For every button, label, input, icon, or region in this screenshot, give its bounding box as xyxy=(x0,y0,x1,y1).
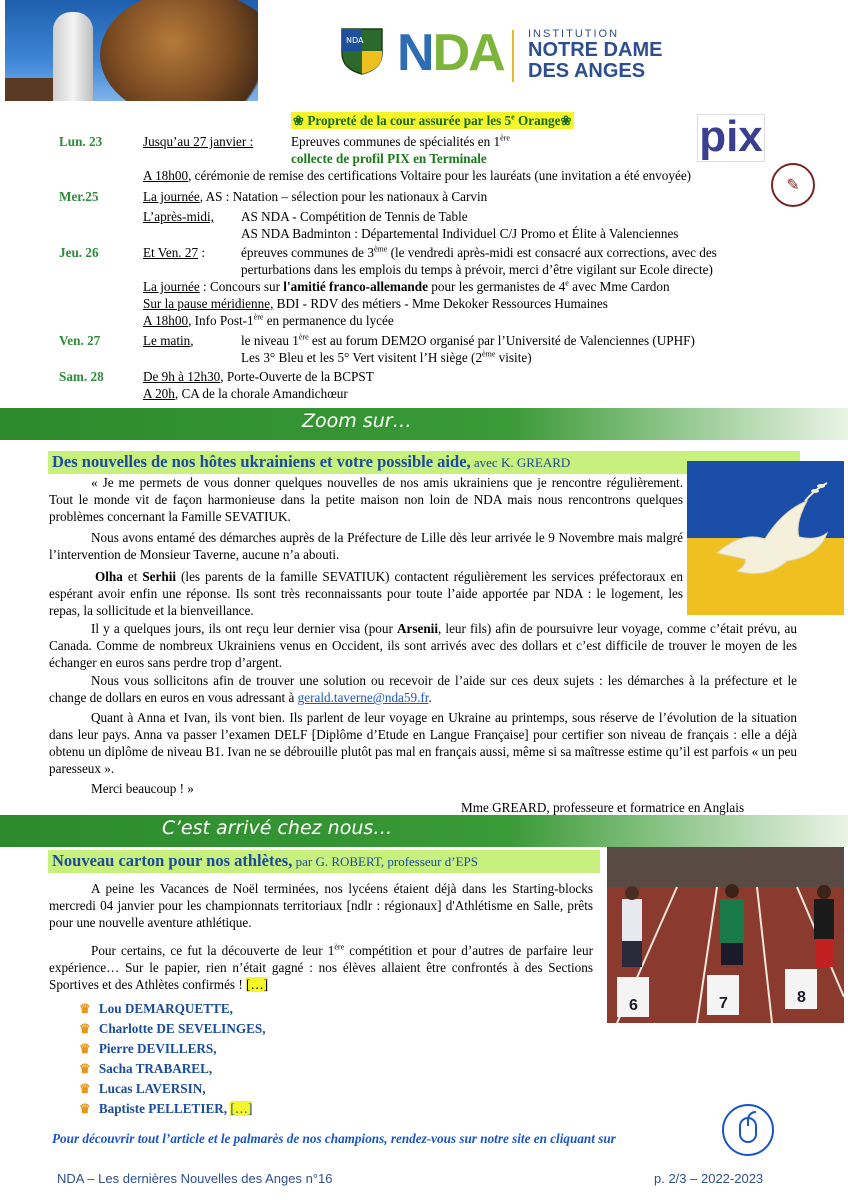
agenda-entry: Et Ven. 27 : xyxy=(143,245,206,260)
day-label: Ven. 27 xyxy=(59,333,101,348)
athlete-list-item: ♛ Lou DEMARQUETTE, xyxy=(79,1001,233,1016)
paragraph: A peine les Vacances de Noël terminées, nos lycéens étaient déjà dans les Starting-blocks mercredi 04 janvier pour les championnats territoriaux [ndlr : régionaux] d'Athlétisme en Salle, prêts pour une nouvelle aventure athlétique. xyxy=(49,881,593,930)
more-link[interactable]: […] xyxy=(230,1101,253,1116)
header-photo-statue xyxy=(5,0,258,101)
signature: Mme GREARD, professeure et formatrice en Anglais xyxy=(461,800,745,815)
paragraph: Olha et Serhii (les parents de la famille SEVATIUK) contactent régulièrement les services préfectoraux en espérant avoir enfin une réponse. Ils sont très reconnaissants pour toute l’aide apportée par NDA : le logement, les repas, la sollicitude et la bienveillance. xyxy=(49,569,683,618)
lane-number: 8 xyxy=(797,989,806,1006)
athlete-list-item: ♛ Sacha TRABAREL, xyxy=(79,1061,213,1076)
crown-icon: ♛ xyxy=(79,1001,91,1016)
agenda-entry: le niveau 1ère est au forum DEM2O organisé par l’Université de Valenciennes (UPHF) xyxy=(241,332,695,348)
logo-separator xyxy=(512,30,514,82)
paragraph: Pour certains, ce fut la découverte de leur 1ère compétition et pour d’autres de parfaire leur expérience… Sur le papier, rien n’était gagné : nos élèves allaient être confrontés à des Sections Sportives et des Athlètes confirmés ! […] xyxy=(49,942,593,992)
day-label: Sam. 28 xyxy=(59,369,104,384)
email-link[interactable]: gerald.taverne@nda59.fr xyxy=(297,690,429,705)
athlete-figure xyxy=(622,886,642,967)
agenda-entry: De 9h à 12h30, Porte-Ouverte de la BCPST xyxy=(143,369,374,384)
crown-icon: ♛ xyxy=(79,1101,91,1116)
agenda-entry: A 20h, CA de la chorale Amandichœur xyxy=(143,386,348,401)
mouse-click-icon[interactable] xyxy=(722,1104,774,1156)
paragraph: « Je me permets de vous donner quelques nouvelles de nos amis ukrainiens que je rencontre régulièrement. Tout le monde vit de façon harmonieuse dans la petite maison non loin de NDA mais nous rencontrons quelques problèmes concernant la Famille SEVATIUK. xyxy=(49,475,683,524)
paragraph: Nous avons entamé des démarches auprès de la Préfecture de Lille dès leur arrivée le 9 Novembre mais malgré l’intervention de Monsieur Taverne, aucune n’a abouti. xyxy=(49,530,683,562)
crown-icon: ♛ xyxy=(79,1061,91,1076)
paragraph: Il y a quelques jours, ils ont reçu leur dernier visa (pour Arsenii, leur fils) afin de poursuivre leur voyage, comme c’était prévu, au Canada. Comme de nombreux Ukrainiens venus en Occident, ils sont arrivés avec des dollars et c’est difficile de trouver le moyen de les échanger en euros sans perdre trop d’argent. xyxy=(49,621,797,670)
footer-left: NDA – Les dernières Nouvelles des Anges n°16 xyxy=(57,1171,333,1186)
weekly-banner: ❀ Propreté de la cour assurée par les 5e Orange❀ xyxy=(293,112,572,128)
lane-number: 6 xyxy=(629,997,638,1014)
agenda-entry: A 18h00, cérémonie de remise des certifications Voltaire pour les lauréats (une invitation a été envoyée) xyxy=(143,168,692,183)
agenda-entry: Les 3° Bleu et les 5° Vert visitent l’H siège (2ème visite) xyxy=(241,349,532,365)
agenda-entry: L’après-midi, xyxy=(143,209,214,224)
agenda-entry: épreuves communes de 3ème (le vendredi après-midi est consacré aux corrections, avec des xyxy=(241,244,717,260)
paragraph: Quant à Anna et Ivan, ils vont bien. Ils parlent de leur voyage en Ukraine au printemps, sous réserve de l’évolution de la situation dans leur pays. Anna va passer l’examen DELF [Diplôme d’Etude en Langue Française] pour certifier son niveau de français : elle a déjà obtenu un diplôme de niveau B1. Ivan ne se débrouille plutôt pas mal en français aussi, même si sa maîtresse estime qu’il est parfois « un peu paresseux ». xyxy=(49,710,797,776)
lane-number: 7 xyxy=(719,995,728,1012)
agenda-entry: Jusqu’au 27 janvier : xyxy=(143,134,254,149)
agenda-entry: perturbations dans les emplois du temps à prévoir, merci d’être vigilant sur Ecole directe) xyxy=(241,262,713,277)
crown-icon: ♛ xyxy=(79,1041,91,1056)
athlete-figure xyxy=(814,885,834,967)
agenda-entry: AS NDA - Compétition de Tennis de Table xyxy=(241,209,468,224)
athlete-list-item: ♛ Charlotte DE SEVELINGES, xyxy=(79,1021,266,1036)
school-crest-icon xyxy=(340,27,384,75)
ukraine-dove-image xyxy=(687,461,844,615)
paragraph: Nous vous sollicitons afin de trouver une solution ou recevoir de l’aide sur ces deux sujets : les démarches à la préfecture et le change de dollars en euros en vous adressant à gerald.taverne@nda59.fr. xyxy=(49,673,797,705)
crown-icon: ♛ xyxy=(79,1081,91,1096)
athlete-list-item: ♛ Baptiste PELLETIER, […] xyxy=(79,1101,253,1116)
voltaire-certification-icon: ✎ xyxy=(771,163,815,207)
section-bar-arrive xyxy=(0,815,848,847)
athlete-figure xyxy=(720,884,744,965)
article-headline: Nouveau carton pour nos athlètes, par G. ROBERT, professeur d’EPS xyxy=(48,850,600,873)
agenda-entry: Le matin, xyxy=(143,333,194,348)
athlete-list-item: ♛ Lucas LAVERSIN, xyxy=(79,1081,206,1096)
agenda-entry: La journée, AS : Natation – sélection pour les nationaux à Carvin xyxy=(143,189,488,204)
section-bar-zoom xyxy=(0,408,848,440)
day-label: Jeu. 26 xyxy=(59,245,99,260)
agenda-entry: A 18h00, Info Post-1ère en permanence du lycée xyxy=(143,312,394,328)
section-title: Zoom sur… xyxy=(302,410,412,432)
website-call-to-action[interactable]: Pour découvrir tout l’article et le palmarès de nos champions, rendez-vous sur notre site en cliquant sur xyxy=(52,1131,616,1146)
agenda-entry: AS NDA Badminton : Départemental Individuel C/J Promo et Élite à Valenciennes xyxy=(241,226,679,241)
paragraph: Merci beaucoup ! » xyxy=(91,781,194,796)
more-link[interactable]: […] xyxy=(246,977,269,992)
article-headline: Des nouvelles de nos hôtes ukrainiens et votre possible aide, avec K. GREARD xyxy=(48,451,800,474)
footer-page: p. 2/3 – 2022-2023 xyxy=(654,1171,764,1186)
agenda-entry: Epreuves communes de spécialités en 1ère xyxy=(291,133,510,149)
day-label: Lun. 23 xyxy=(59,134,103,149)
day-label: Mer.25 xyxy=(59,189,99,204)
athletes-photo xyxy=(607,847,844,1023)
agenda-entry: Sur la pause méridienne, BDI - RDV des métiers - Mme Dekoker Ressources Humaines xyxy=(143,296,608,311)
institution-name: INSTITUTION NOTRE DAME DES ANGES xyxy=(528,28,663,82)
agenda-entry: collecte de profil PIX en Terminale xyxy=(291,151,487,166)
pix-logo: pix xyxy=(697,114,765,162)
athlete-list-item: ♛ Pierre DEVILLERS, xyxy=(79,1041,217,1056)
crown-icon: ♛ xyxy=(79,1021,91,1036)
nda-logo: ND A xyxy=(397,24,504,82)
svg-text:NDA: NDA xyxy=(346,36,364,45)
section-title: C’est arrivé chez nous… xyxy=(162,817,393,839)
agenda-entry: La journée : Concours sur l'amitié franco-allemande pour les germanistes de 4e avec Mme Cardon xyxy=(143,278,670,294)
